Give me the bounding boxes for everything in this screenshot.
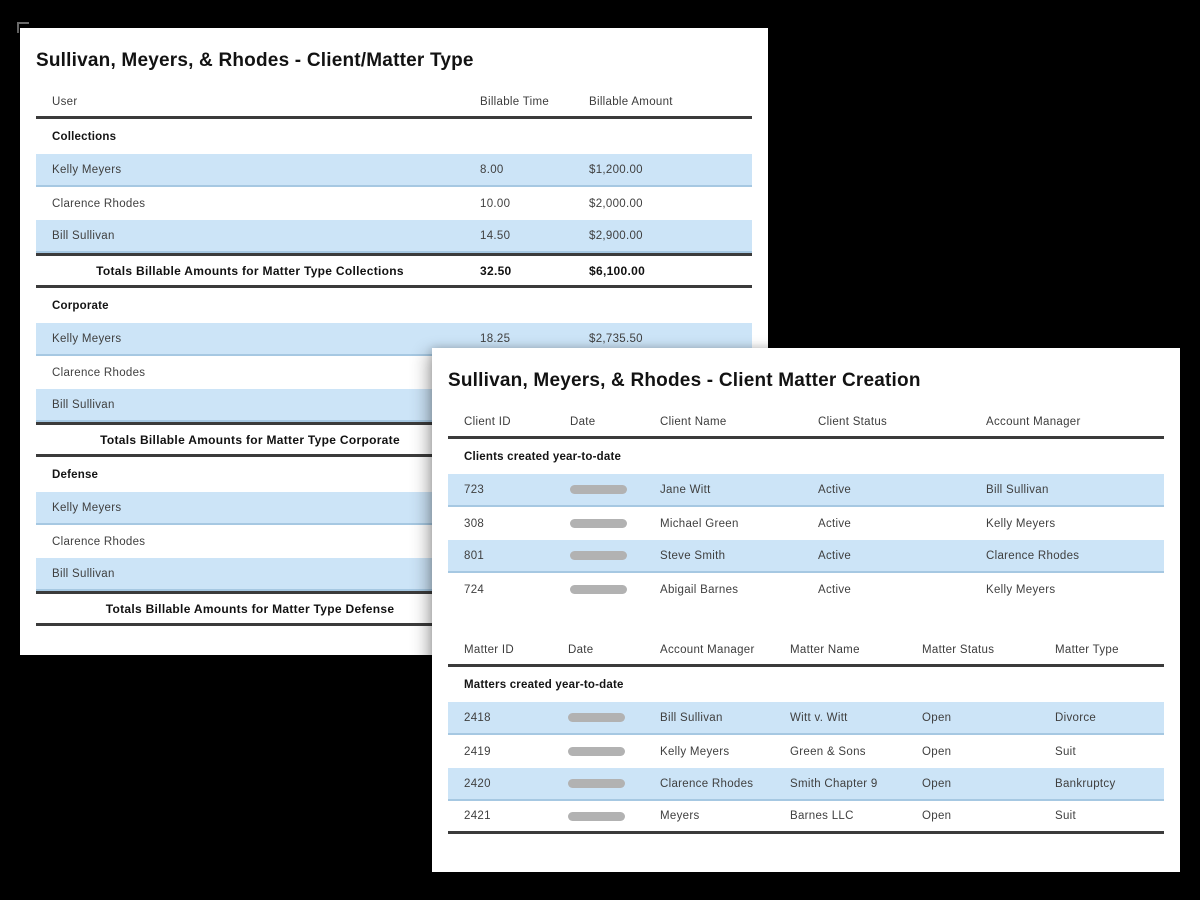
column-header-account-manager: Account Manager: [986, 416, 1081, 428]
section-header-clients-ytd: [448, 439, 1164, 474]
billable-time-cell: 8.00: [480, 163, 504, 176]
client-status-cell: Active: [818, 583, 852, 596]
report-title: Sullivan, Meyers, & Rhodes - Client Matter Creation: [448, 370, 921, 391]
totals-label: Totals Billable Amounts for Matter Type Defense: [105, 601, 395, 616]
billable-amount-cell: $2,735.50: [589, 332, 643, 345]
client-id-cell: 308: [464, 517, 485, 530]
section-header-corporate: [36, 288, 752, 323]
date-cell: [554, 485, 644, 494]
table-row: [448, 474, 1164, 507]
table-row: [36, 220, 752, 253]
report-card-client-matter-creation: [432, 348, 1180, 872]
client-status-cell: Active: [818, 517, 852, 530]
column-header-client-id: Client ID: [464, 416, 511, 428]
column-header-billable-amount: Billable Amount: [589, 96, 673, 108]
matter-name-cell: Witt v. Witt: [790, 711, 848, 724]
column-header-date: Date: [568, 644, 594, 656]
matter-type-cell: Divorce: [1055, 711, 1097, 724]
user-cell: Kelly Meyers: [52, 163, 122, 176]
section-label: Defense: [52, 468, 99, 481]
section-label: Corporate: [52, 299, 109, 312]
column-header-client-name: Client Name: [660, 416, 727, 428]
table-row: [448, 768, 1164, 801]
date-placeholder-bar: [568, 713, 625, 722]
billable-time-cell: 10.00: [480, 197, 511, 210]
matter-id-cell: 2419: [464, 745, 491, 758]
section-header-matters-ytd: [448, 667, 1164, 702]
user-cell: Bill Sullivan: [52, 567, 115, 580]
table-row: [36, 187, 752, 220]
matter-type-cell: Bankruptcy: [1055, 777, 1116, 790]
billable-time-cell: 14.50: [480, 229, 511, 242]
date-placeholder-bar: [568, 779, 625, 788]
totals-time-cell: 32.50: [480, 263, 512, 278]
column-header-matter-id: Matter ID: [464, 644, 514, 656]
date-placeholder-bar: [568, 747, 625, 756]
client-id-cell: 723: [464, 483, 485, 496]
date-cell: [552, 812, 644, 821]
user-cell: Kelly Meyers: [52, 332, 122, 345]
date-cell: [554, 519, 644, 528]
client-id-cell: 724: [464, 583, 485, 596]
totals-label: Totals Billable Amounts for Matter Type Corporate: [100, 432, 400, 447]
column-header-matter-status: Matter Status: [922, 644, 995, 656]
table-header-row: [448, 636, 1164, 667]
date-cell: [554, 551, 644, 560]
date-cell: [552, 747, 644, 756]
date-cell: [554, 585, 644, 594]
totals-row: [36, 253, 752, 288]
client-id-cell: 801: [464, 549, 485, 562]
user-cell: Bill Sullivan: [52, 398, 115, 411]
matter-type-cell: Suit: [1055, 810, 1077, 822]
date-placeholder-bar: [570, 485, 627, 494]
table-row: [448, 507, 1164, 540]
matters-table: [448, 636, 1164, 834]
billable-amount-cell: $2,900.00: [589, 229, 643, 242]
column-header-billable-time: Billable Time: [480, 96, 550, 108]
date-placeholder-bar: [570, 551, 627, 560]
matter-id-cell: 2418: [464, 711, 491, 724]
client-status-cell: Active: [818, 483, 852, 496]
section-label: Matters created year-to-date: [464, 678, 624, 691]
billable-time-cell: 18.25: [480, 332, 511, 345]
date-placeholder-bar: [570, 585, 627, 594]
account-manager-cell: Clarence Rhodes: [986, 549, 1080, 562]
user-cell: Bill Sullivan: [52, 229, 115, 242]
client-name-cell: Steve Smith: [660, 549, 726, 562]
user-cell: Clarence Rhodes: [52, 197, 146, 210]
date-placeholder-bar: [570, 519, 627, 528]
table-row: [448, 801, 1164, 834]
table-row: [448, 540, 1164, 573]
column-header-date: Date: [570, 416, 596, 428]
table-row: [448, 735, 1164, 768]
matter-name-cell: Green & Sons: [790, 745, 866, 758]
section-label: Clients created year-to-date: [464, 450, 622, 463]
table-row: [448, 573, 1164, 606]
billable-amount-cell: $1,200.00: [589, 163, 643, 176]
client-name-cell: Michael Green: [660, 517, 739, 530]
matter-type-cell: Suit: [1055, 745, 1077, 758]
account-manager-cell: Bill Sullivan: [660, 711, 723, 724]
date-cell: [552, 779, 644, 788]
account-manager-cell: Meyers: [660, 810, 700, 822]
matter-id-cell: 2421: [464, 810, 491, 822]
matter-status-cell: Open: [922, 777, 952, 790]
section-label: Collections: [52, 130, 117, 143]
column-header-user: User: [52, 96, 78, 108]
client-name-cell: Abigail Barnes: [660, 583, 739, 596]
totals-label: Totals Billable Amounts for Matter Type Collections: [96, 263, 404, 278]
account-manager-cell: Clarence Rhodes: [660, 777, 754, 790]
account-manager-cell: Bill Sullivan: [986, 483, 1049, 496]
user-cell: Kelly Meyers: [52, 501, 122, 514]
date-placeholder-bar: [568, 812, 625, 821]
matter-status-cell: Open: [922, 810, 952, 822]
column-header-client-status: Client Status: [818, 416, 888, 428]
user-cell: Clarence Rhodes: [52, 535, 146, 548]
matter-status-cell: Open: [922, 711, 952, 724]
totals-amount-cell: $6,100.00: [589, 263, 646, 278]
table-header-row: [36, 88, 752, 119]
column-header-matter-name: Matter Name: [790, 644, 860, 656]
matter-name-cell: Smith Chapter 9: [790, 777, 878, 790]
account-manager-cell: Kelly Meyers: [660, 745, 730, 758]
client-status-cell: Active: [818, 549, 852, 562]
section-header-collections: [36, 119, 752, 154]
matter-status-cell: Open: [922, 745, 952, 758]
table-header-row: [448, 408, 1164, 439]
matter-id-cell: 2420: [464, 777, 491, 790]
account-manager-cell: Kelly Meyers: [986, 517, 1056, 530]
date-cell: [552, 713, 644, 722]
clients-table: [448, 408, 1164, 606]
matter-name-cell: Barnes LLC: [790, 810, 854, 822]
column-header-account-manager: Account Manager: [660, 644, 755, 656]
account-manager-cell: Kelly Meyers: [986, 583, 1056, 596]
column-header-matter-type: Matter Type: [1055, 644, 1119, 656]
table-row: [448, 702, 1164, 735]
table-row: [36, 154, 752, 187]
report-title: Sullivan, Meyers, & Rhodes - Client/Matter Type: [36, 50, 474, 71]
client-name-cell: Jane Witt: [660, 483, 711, 496]
user-cell: Clarence Rhodes: [52, 366, 146, 379]
billable-amount-cell: $2,000.00: [589, 197, 643, 210]
